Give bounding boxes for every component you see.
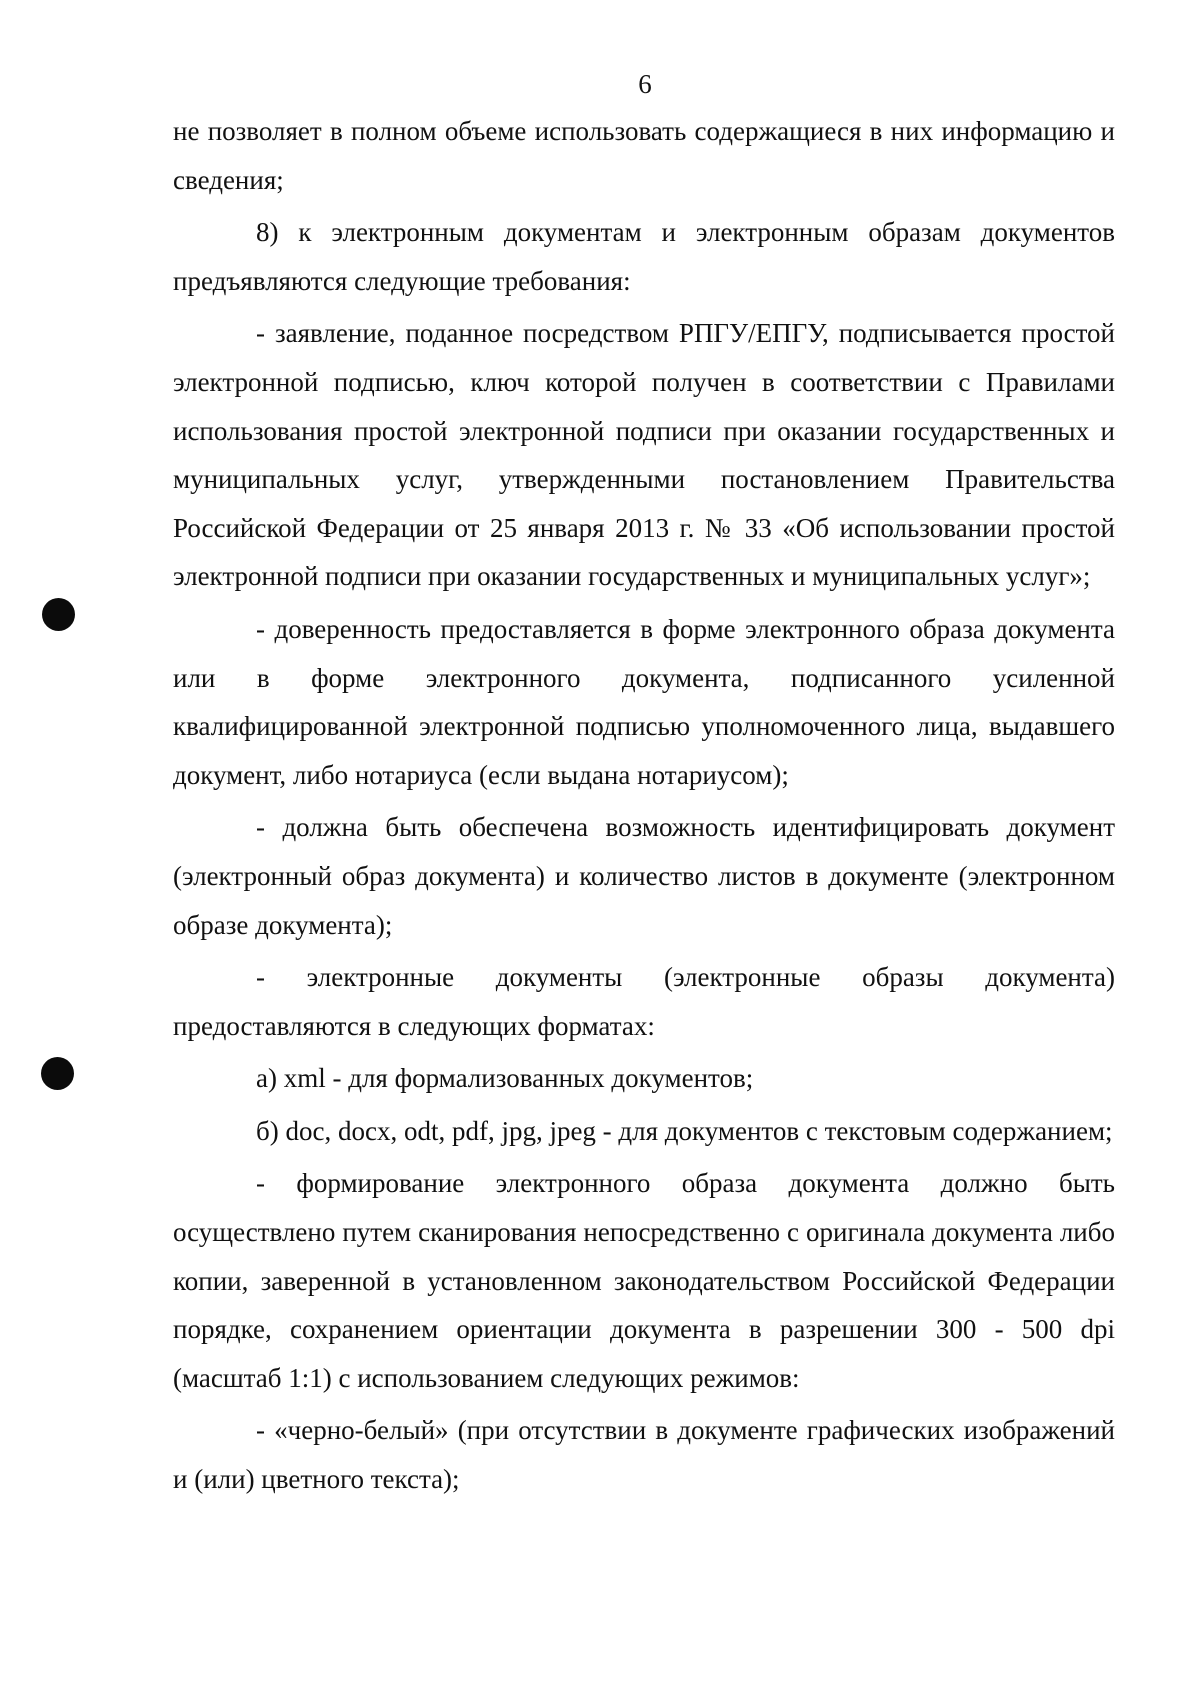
paragraph-identification: - должна быть обеспечена возможность идентифицировать документ (электронный образ документа) и количество листов в документе (электронном образе документа);: [173, 812, 1115, 940]
paragraph-continuation: не позволяет в полном объеме использовать содержащиеся в них информацию и сведения;: [173, 116, 1115, 195]
paragraph-format-text: б) doc, docx, odt, pdf, jpg, jpeg - для документов с текстовым содержанием;: [256, 1115, 1113, 1146]
page-number: 6: [638, 69, 652, 99]
paragraph-formats: - электронные документы (электронные образы документа) предоставляются в следующих форматах:: [173, 962, 1115, 1041]
paragraph-scanning: - формирование электронного образа документа должно быть осуществлено путем сканирования непосредственно с оригинала документа либо копии, заверенной в установленном законодательством Российской Федерации порядке, сохранением ориентации документа в разрешении 300 - 500 dpi (масштаб 1:1) с использованием следующих режимов:: [173, 1168, 1115, 1393]
paragraph-power-of-attorney: - доверенность предоставляется в форме электронного образа документа или в форме электронного документа, подписанного усиленной квалифицированной электронной подписью уполномоченного лица, выдавшего документ, либо нотариуса (если выдана нотариусом);: [173, 613, 1115, 790]
paragraph-format-xml: а) xml - для формализованных документов;: [256, 1063, 754, 1094]
paragraph-application-signature: - заявление, поданное посредством РПГУ/ЕПГУ, подписывается простой электронной подписью, ключ которой получен в соответствии с Правилами использования простой электронной подписи при оказании государственных и муниципальных услуг, утвержденными постановлением Правительства Российской Федерации от 25 января 2013 г. № 33 «Об использовании простой электронной подписи при оказании государственных и муниципальных услуг»;: [173, 318, 1115, 592]
document-body: [173, 107, 1115, 1508]
paragraph-item-8: 8) к электронным документам и электронным образам документов предъявляются следующие требования:: [173, 217, 1115, 296]
punch-hole-mark: [42, 598, 75, 631]
paragraph-bw-mode: - «черно-белый» (при отсутствии в документе графических изображений и (или) цветного текста);: [173, 1415, 1115, 1495]
punch-hole-mark: [41, 1057, 74, 1090]
